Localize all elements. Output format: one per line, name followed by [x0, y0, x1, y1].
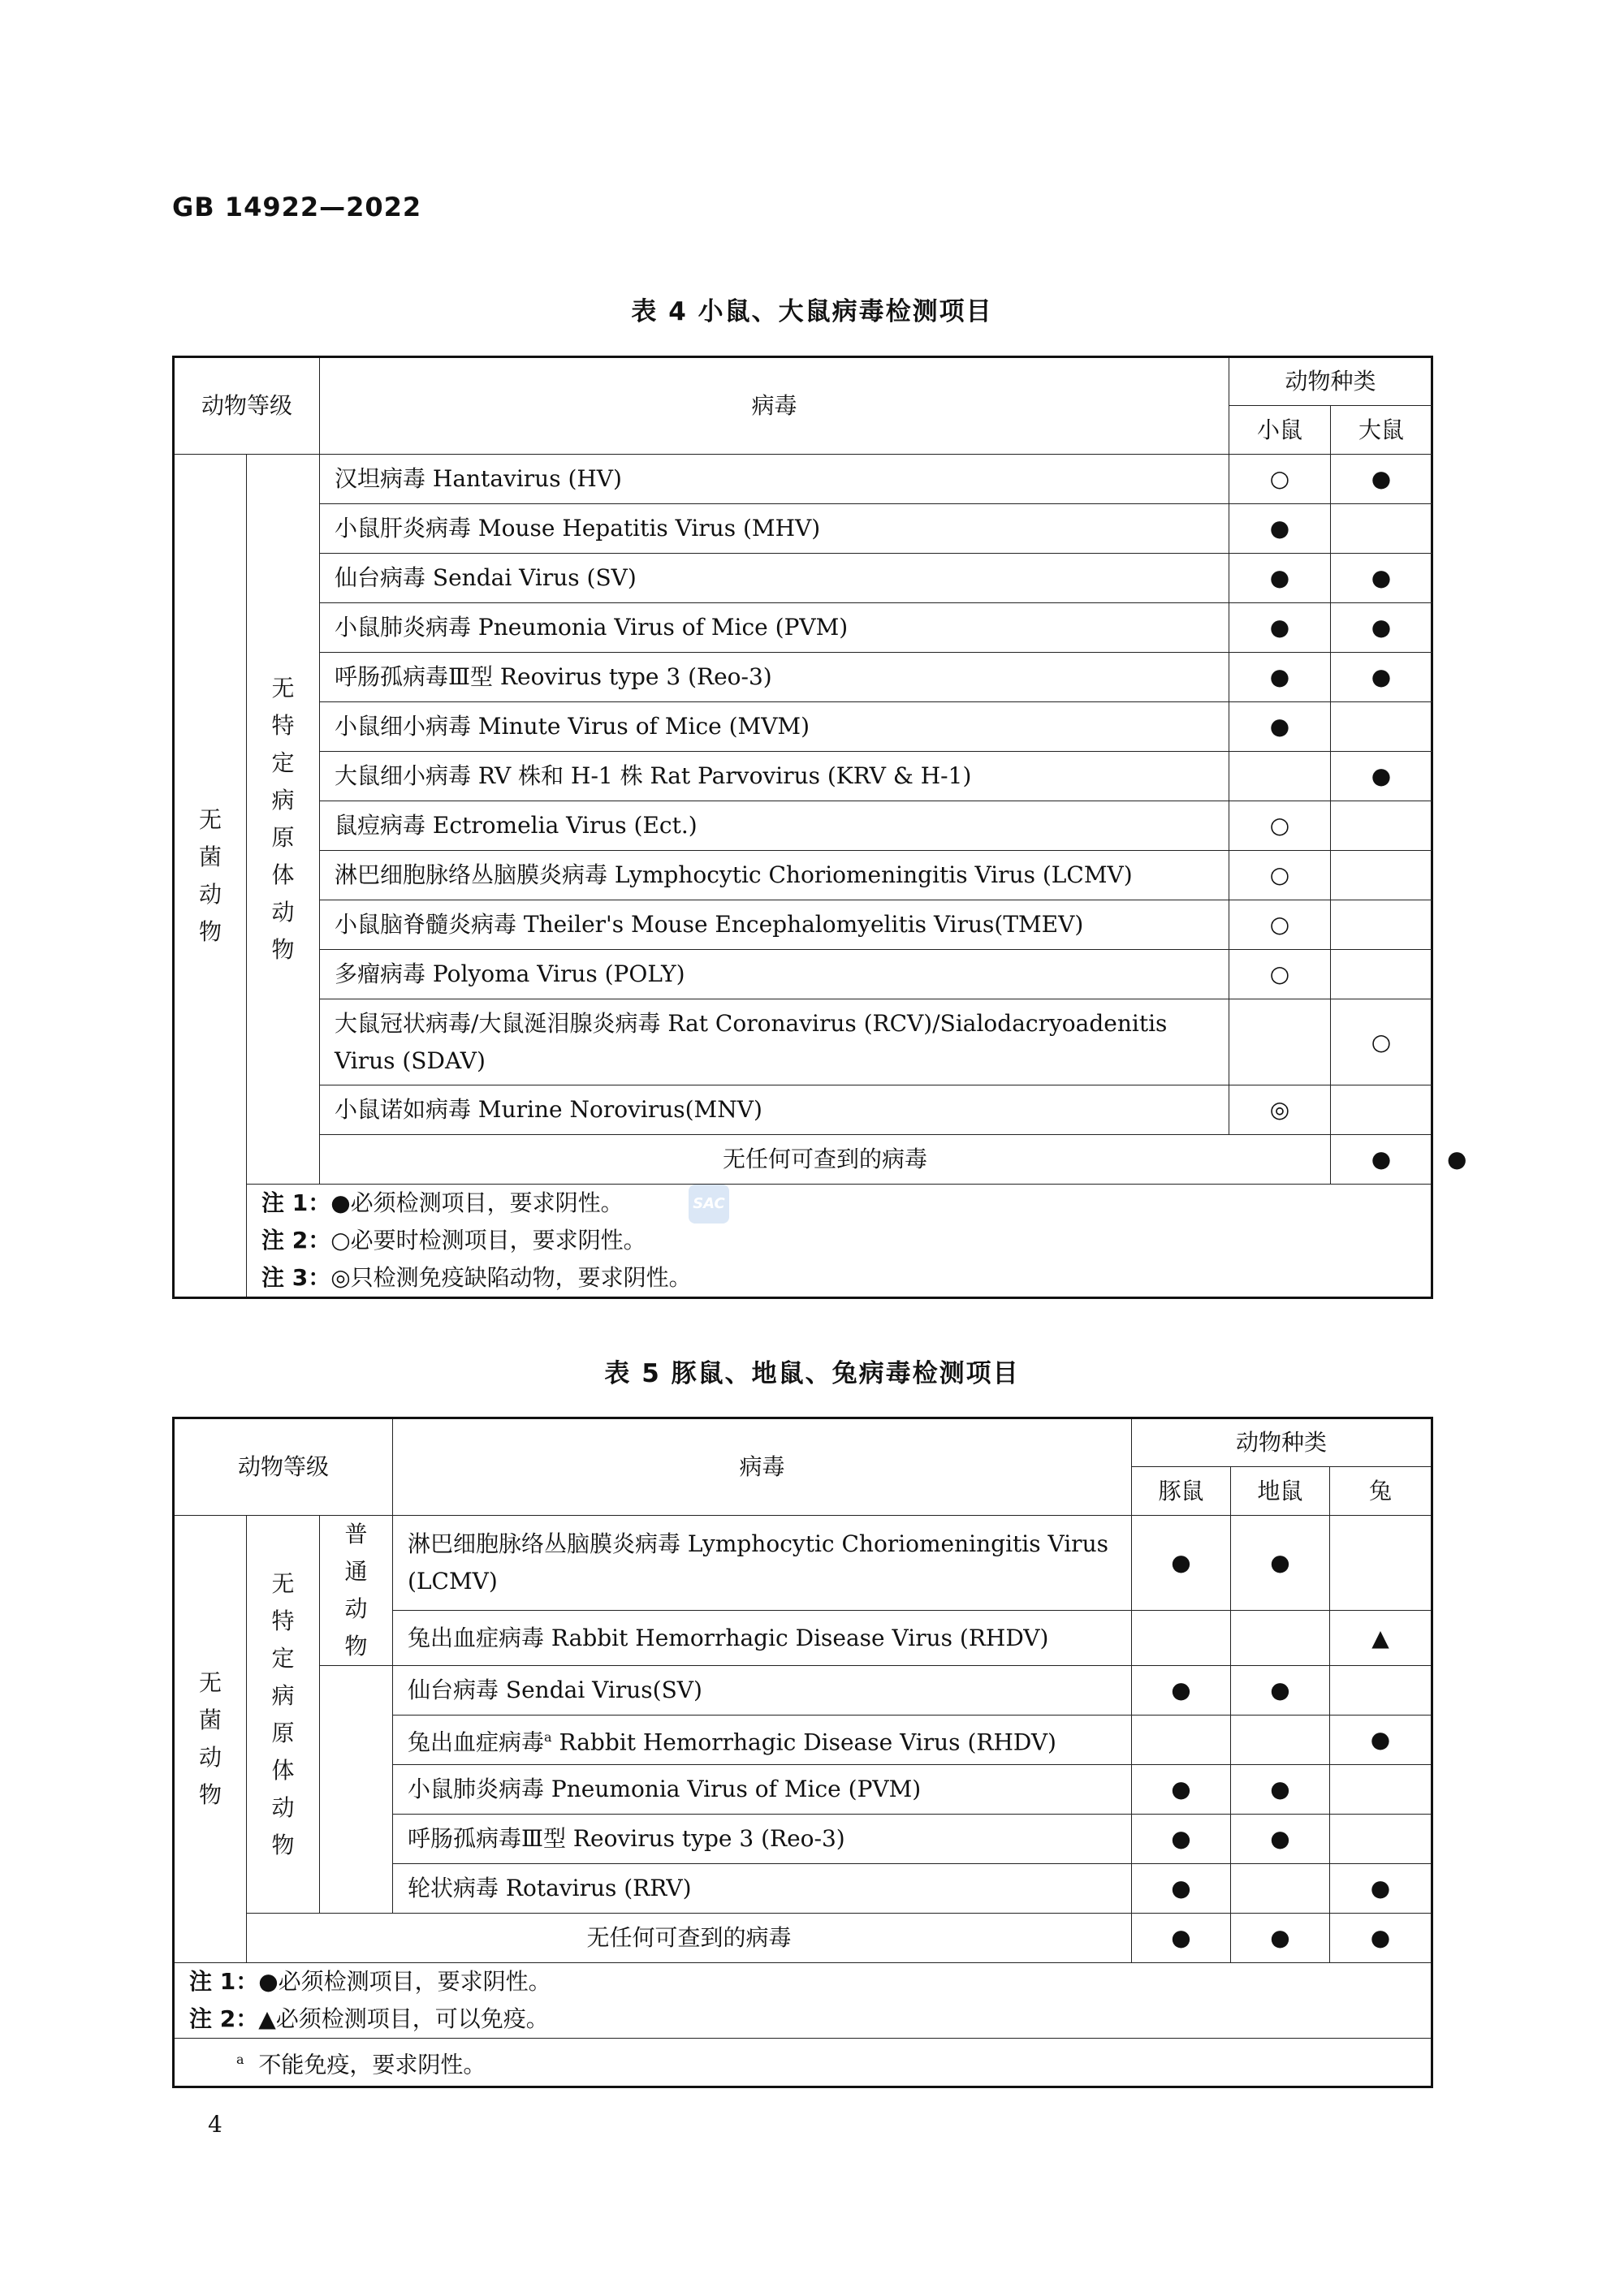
table4-row-virus: 小鼠脑脊髓炎病毒 Theiler's Mouse Encephalomyelitis Virus(TMEV) [320, 900, 1229, 950]
table5 [172, 1417, 1433, 2088]
table5-none-hamster-mark: ● [1231, 1914, 1330, 1963]
table4-grade-germfree: 无 菌 动 物 [174, 455, 247, 1298]
table5-row-guinea-pig-mark: ● [1132, 1864, 1231, 1914]
table4-row-mouse-mark: ○ [1229, 900, 1331, 950]
table5-header-virus: 病毒 [393, 1418, 1132, 1516]
table5-row-guinea-pig-mark: ● [1132, 1666, 1231, 1716]
table4-header-rat: 大鼠 [1331, 406, 1432, 455]
table4-row-mouse-mark [1229, 999, 1331, 1085]
table4-row-rat-mark: ● [1331, 455, 1432, 504]
sac-watermark: SAC [689, 1185, 729, 1224]
table5-grade-blank [320, 1666, 393, 1914]
table4-row-rat-mark: ● [1331, 752, 1432, 801]
table5-grade-common: 普 通 动 物 [320, 1516, 393, 1666]
table5-header-guinea-pig: 豚鼠 [1132, 1467, 1231, 1516]
table4-caption: 表 4 小鼠、大鼠病毒检测项目 [631, 297, 993, 326]
table4-row-virus: 小鼠诺如病毒 Murine Norovirus(MNV) [320, 1085, 1229, 1135]
table4: 动物等级 病毒 动物种类 小鼠 大鼠 无 菌 动 物 无 特 定 病 原 体 动 物 汉坦病毒 Hantavirus (HV) ○ ● 小鼠肝炎病毒 Mouse Hepatitis Virus (MHV) ● 仙台病毒 Sendai Virus (SV) ● ● 小鼠肺炎病毒 Pneumonia Virus of Mice (PVM) ● ● 呼肠孤病毒Ⅲ型 Reovirus type 3 (Reo-3) ● ● 小鼠细小病毒 Minute Virus of Mice (MVM) ● 大鼠细小病毒 RV 株和 H-1 株 Rat Parvovirus (KRV & H-1) ● 鼠痘病毒 Ectromelia Virus (Ect.) ○ 淋巴细胞脉络丛脑膜炎病毒 Lymphocytic Choriomeningitis Virus (LCMV) ○ 小鼠脑脊髓炎病毒 Theiler's Mouse Encephalomyelitis Virus(TMEV) ○ 多瘤病毒 Polyoma Virus (POLY) ○ 大鼠冠状病毒/大鼠涎泪腺炎病毒 Rat Coronavirus (RCV)/Sialodacryoadenitis Virus (SDAV) ○ 小鼠诺如病毒 Murine Norovirus(MNV) ◎ 无任何可查到的病毒 ● ● 注 1：●必须检测项目，要求阴性。 注 2：○必要时检测项目，要求阴性。 注 3：◎只检测免疫缺陷动物，要求阴性。 [172, 356, 1433, 1299]
table5-note: 注 1：●必须检测项目，要求阴性。 [189, 1968, 551, 1995]
table4-row-rat-mark: ● [1331, 554, 1432, 603]
table4-row-rat-mark [1331, 702, 1432, 752]
table5-footnote: $^a$ 不能免疫，要求阴性。 [174, 2039, 1432, 2087]
table5-caption: 表 5 豚鼠、地鼠、兔病毒检测项目 [604, 1359, 1020, 1388]
table4-row-virus: 淋巴细胞脉络丛脑膜炎病毒 Lymphocytic Choriomeningitis Virus (LCMV) [320, 851, 1229, 900]
table4-row-mouse-mark: ○ [1229, 455, 1331, 504]
table5-grade-spf: 无 特 定 病 原 体 动 物 [247, 1516, 320, 1914]
table4-row-mouse-mark: ● [1229, 603, 1331, 653]
table5-row-guinea-pig-mark: ● [1132, 1765, 1231, 1815]
table4-row-virus: 多瘤病毒 Polyoma Virus (POLY) [320, 950, 1229, 999]
table4-row-mouse-mark [1229, 752, 1331, 801]
table5-row-rabbit-mark [1330, 1516, 1432, 1611]
table4-notes [247, 1185, 1432, 1298]
table5-row-rabbit-mark: ▲ [1330, 1611, 1432, 1666]
table5-row-virus: 兔出血症病毒 Rabbit Hemorrhagic Disease Virus (RHDV) [393, 1611, 1132, 1666]
table4-row-rat-mark: ● [1331, 603, 1432, 653]
table4-row-rat-mark [1331, 801, 1432, 851]
table5-row-rabbit-mark [1330, 1815, 1432, 1864]
table4-row-rat-mark [1331, 504, 1432, 554]
table5-row-hamster-mark [1231, 1716, 1330, 1765]
table5-none-guinea-pig-mark: ● [1132, 1914, 1231, 1963]
table5-row-hamster-mark: ● [1231, 1516, 1330, 1611]
table5-row-guinea-pig-mark [1132, 1611, 1231, 1666]
table4-row-virus: 小鼠肺炎病毒 Pneumonia Virus of Mice (PVM) [320, 603, 1229, 653]
footnote-mark: a [236, 2051, 244, 2067]
table5-grade-germfree: 无 菌 动 物 [174, 1516, 247, 1963]
table5-notes [174, 1963, 1432, 2039]
table4-row-virus: 呼肠孤病毒Ⅲ型 Reovirus type 3 (Reo-3) [320, 653, 1229, 702]
table5-row-virus: 兔出血症病毒$^a$ Rabbit Hemorrhagic Disease Virus (RHDV) [393, 1716, 1132, 1765]
table4-note: 注 1：●必须检测项目，要求阴性。 [261, 1189, 624, 1216]
table5-row-virus: 呼肠孤病毒Ⅲ型 Reovirus type 3 (Reo-3) [393, 1815, 1132, 1864]
table4-header-species: 动物种类 [1229, 357, 1432, 406]
table5-header-hamster: 地鼠 [1231, 1467, 1330, 1516]
table4-row-rat-mark [1331, 900, 1432, 950]
table4-note: 注 2：○必要时检测项目，要求阴性。 [261, 1227, 646, 1254]
table4-grade-spf: 无 特 定 病 原 体 动 物 [247, 455, 320, 1185]
table5-row-virus: 淋巴细胞脉络丛脑膜炎病毒 Lymphocytic Choriomeningitis Virus (LCMV) [393, 1516, 1132, 1611]
table5-none-rabbit-mark: ● [1330, 1914, 1432, 1963]
table5-row-hamster-mark [1231, 1611, 1330, 1666]
table5-row-virus: 仙台病毒 Sendai Virus(SV) [393, 1666, 1132, 1716]
table5-row-guinea-pig-mark: ● [1132, 1516, 1231, 1611]
table5-row-virus: 小鼠肺炎病毒 Pneumonia Virus of Mice (PVM) [393, 1765, 1132, 1815]
table4-row-mouse-mark: ● [1229, 554, 1331, 603]
table4-row-rat-mark [1331, 1085, 1432, 1135]
document-id: GB 14922—2022 [172, 192, 422, 222]
table4-row-mouse-mark: ● [1229, 702, 1331, 752]
table5-header-species: 动物种类 [1132, 1418, 1432, 1467]
page-number: 4 [208, 2111, 222, 2138]
table5-row-hamster-mark: ● [1231, 1666, 1330, 1716]
table5-row-guinea-pig-mark [1132, 1716, 1231, 1765]
table4-header-grade: 动物等级 [174, 357, 320, 455]
table5-row-hamster-mark: ● [1231, 1815, 1330, 1864]
table4-note: 注 3：◎只检测免疫缺陷动物，要求阴性。 [261, 1264, 692, 1291]
table5-none-row-label: 无任何可查到的病毒 [247, 1914, 1132, 1963]
table5-header-rabbit: 兔 [1330, 1467, 1432, 1516]
table4-row-mouse-mark: ◎ [1229, 1085, 1331, 1135]
table4-row-mouse-mark: ○ [1229, 801, 1331, 851]
table4-none-row-label: 无任何可查到的病毒 [320, 1135, 1331, 1185]
table4-row-virus: 小鼠细小病毒 Minute Virus of Mice (MVM) [320, 702, 1229, 752]
table4-row-rat-mark: ○ [1331, 999, 1432, 1085]
table5-row-rabbit-mark [1330, 1666, 1432, 1716]
table4-row-virus: 仙台病毒 Sendai Virus (SV) [320, 554, 1229, 603]
table5-row-rabbit-mark [1330, 1765, 1432, 1815]
footnote-mark: a [544, 1728, 552, 1745]
table5-note: 注 2：▲必须检测项目，可以免疫。 [189, 2005, 549, 2032]
table4-row-virus: 汉坦病毒 Hantavirus (HV) [320, 455, 1229, 504]
table5-row-hamster-mark [1231, 1864, 1330, 1914]
table4-row-mouse-mark: ○ [1229, 950, 1331, 999]
table4-row-mouse-mark: ● [1229, 653, 1331, 702]
table4-row-mouse-mark: ○ [1229, 851, 1331, 900]
table4-row-virus: 鼠痘病毒 Ectromelia Virus (Ect.) [320, 801, 1229, 851]
table5-row-rabbit-mark: ● [1330, 1716, 1432, 1765]
table5-row-virus: 轮状病毒 Rotavirus (RRV) [393, 1864, 1132, 1914]
table4-row-virus: 大鼠冠状病毒/大鼠涎泪腺炎病毒 Rat Coronavirus (RCV)/Sialodacryoadenitis Virus (SDAV) [320, 999, 1229, 1085]
table5-row-guinea-pig-mark: ● [1132, 1815, 1231, 1864]
table5-row-hamster-mark: ● [1231, 1765, 1330, 1815]
table4-header-virus: 病毒 [320, 357, 1229, 455]
table4-row-mouse-mark: ● [1229, 504, 1331, 554]
table4-row-rat-mark: ● [1331, 653, 1432, 702]
table5-header-grade: 动物等级 [174, 1418, 393, 1516]
table4-row-rat-mark [1331, 851, 1432, 900]
table4-row-rat-mark [1331, 950, 1432, 999]
table4-header-mouse: 小鼠 [1229, 406, 1331, 455]
table4-row-virus: 大鼠细小病毒 RV 株和 H-1 株 Rat Parvovirus (KRV & H-1) [320, 752, 1229, 801]
table4-none-mouse-mark: ● [1331, 1135, 1432, 1185]
table4-row-virus: 小鼠肝炎病毒 Mouse Hepatitis Virus (MHV) [320, 504, 1229, 554]
table5-row-rabbit-mark: ● [1330, 1864, 1432, 1914]
